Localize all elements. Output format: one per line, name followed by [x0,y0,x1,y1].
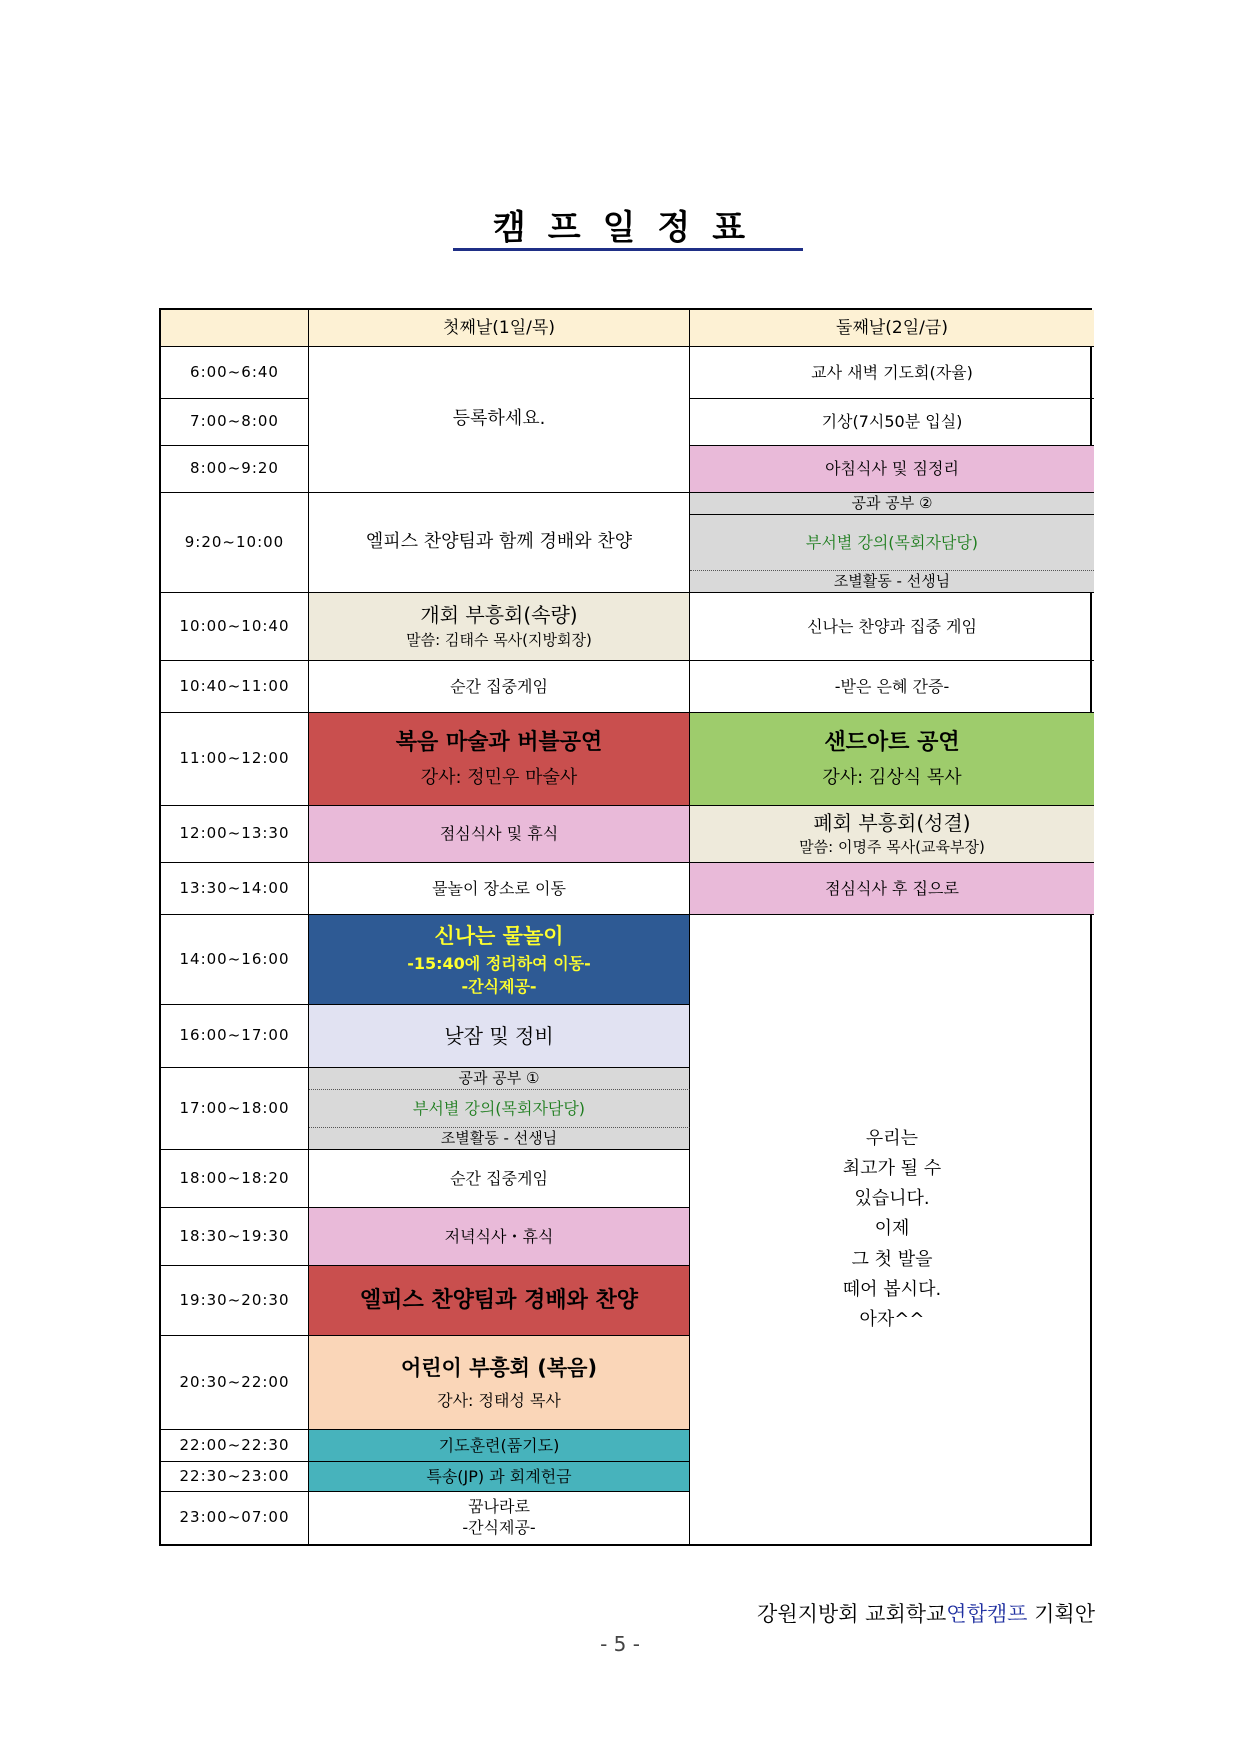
day2-message [690,915,1094,1544]
footer-org: 강원지방회 교회학교 [757,1602,947,1626]
time-cell: 23:00~07:00 [161,1492,309,1544]
water-play-snack: -간식제공- [461,976,537,996]
sleep-text: 꿈나라로 [468,1497,530,1517]
time-cell: 22:00~22:30 [161,1430,309,1462]
page-title: 캠프일정표 [492,208,768,248]
magic-show-speaker: 강사: 정민우 마술사 [420,766,578,788]
time-cell: 11:00~12:00 [161,713,309,806]
worship-2-title: 엘피스 찬양팀과 경배와 찬양 [359,1287,638,1313]
day1-lesson-group: 조별활동 - 선생님 [309,1128,690,1150]
sandart-speaker: 강사: 김상식 목사 [822,766,962,788]
day1-water-play [309,915,690,1005]
time-cell: 20:30~22:00 [161,1336,309,1430]
day1-lunch: 점심식사 및 휴식 [309,806,690,863]
water-play-title: 신나는 물놀이 [434,924,564,949]
time-cell: 9:20~10:00 [161,493,309,593]
message-line: 떼어 봅시다. [842,1278,942,1300]
footer-camp: 연합캠프 [946,1602,1028,1626]
sleep-snack: -간식제공- [462,1518,536,1537]
title-underline [453,248,803,251]
day1-focus-game-2: 순간 집중게임 [309,1150,690,1208]
day2-lesson-title: 공과 공부 ② [690,493,1094,515]
day2-wakeup: 기상(7시50분 입실) [690,399,1094,446]
time-cell: 18:30~19:30 [161,1208,309,1266]
time-cell: 7:00~8:00 [161,399,309,446]
time-cell: 22:30~23:00 [161,1462,309,1492]
day1-prayer-training: 기도훈련(품기도) [309,1430,690,1462]
day1-children-revival [309,1336,690,1430]
message-line: 있습니다. [854,1188,930,1210]
day1-sleep [309,1492,690,1544]
time-cell: 13:30~14:00 [161,863,309,915]
opening-revival-speaker: 말씀: 김태수 목사(지방회장) [406,631,592,650]
time-cell: 18:00~18:20 [161,1150,309,1208]
day1-move-to-water: 물놀이 장소로 이동 [309,863,690,915]
header-empty-cell [161,310,309,347]
time-cell: 10:00~10:40 [161,593,309,661]
page-number: - 5 - [600,1632,640,1656]
day2-sandart [690,713,1094,806]
day1-offering: 특송(JP) 과 회계헌금 [309,1462,690,1492]
header-day1: 첫째날(1일/목) [309,310,690,347]
footer-plan: 기획안 [1027,1602,1095,1626]
day2-lunch-home: 점심식사 후 집으로 [690,863,1094,915]
time-cell: 6:00~6:40 [161,347,309,399]
day2-lesson-lecture: 부서별 강의(목회자담당) [690,515,1094,571]
day1-worship-2 [309,1266,690,1336]
children-revival-title: 어린이 부흥회 (복음) [400,1355,598,1380]
closing-revival-speaker: 말씀: 이명주 목사(교육부장) [799,838,985,857]
day2-testimony: -받은 은혜 간증- [690,661,1094,713]
day1-nap: 낮잠 및 정비 [309,1005,690,1068]
day1-worship: 엘피스 찬양팀과 함께 경배와 찬양 [309,493,690,593]
message-line: 그 첫 발을 [851,1248,933,1270]
time-cell: 10:40~11:00 [161,661,309,713]
time-cell: 8:00~9:20 [161,446,309,493]
opening-revival-title: 개회 부흥회(속량) [420,603,578,628]
closing-revival-title: 폐회 부흥회(성결) [813,811,971,836]
message-line: 아자^^ [859,1309,925,1331]
time-cell: 12:00~13:30 [161,806,309,863]
magic-show-title: 복음 마술과 버블공연 [395,730,603,755]
time-cell: 14:00~16:00 [161,915,309,1005]
message-line: 우리는 [865,1127,919,1149]
day1-lesson-lecture: 부서별 강의(목회자담당) [309,1090,690,1128]
children-revival-speaker: 강사: 정태성 목사 [437,1391,561,1411]
day1-registration: 등록하세요. [309,347,690,493]
time-cell: 19:30~20:30 [161,1266,309,1336]
sandart-title: 샌드아트 공연 [824,730,960,755]
message-line: 이제 [874,1218,910,1240]
message-line: 최고가 될 수 [842,1157,942,1179]
day2-lesson-group: 조별활동 - 선생님 [690,571,1094,593]
day2-closing-revival [690,806,1094,863]
day1-opening-revival [309,593,690,661]
time-cell: 16:00~17:00 [161,1005,309,1068]
day1-dinner: 저녁식사・휴식 [309,1208,690,1266]
day1-focus-game: 순간 집중게임 [309,661,690,713]
footer-document-title [700,1598,1095,1628]
day1-magic-show [309,713,690,806]
time-cell: 17:00~18:00 [161,1068,309,1150]
day2-dawn-prayer: 교사 새벽 기도회(자율) [690,347,1094,399]
schedule-table [159,308,1092,1546]
day2-breakfast: 아침식사 및 짐정리 [690,446,1094,493]
header-day2: 둘째날(2일/금) [690,310,1094,347]
water-play-note: -15:40에 정리하여 이동- [407,953,591,973]
day1-lesson-title: 공과 공부 ① [309,1068,690,1090]
day2-praise-game: 신나는 찬양과 집중 게임 [690,593,1094,661]
